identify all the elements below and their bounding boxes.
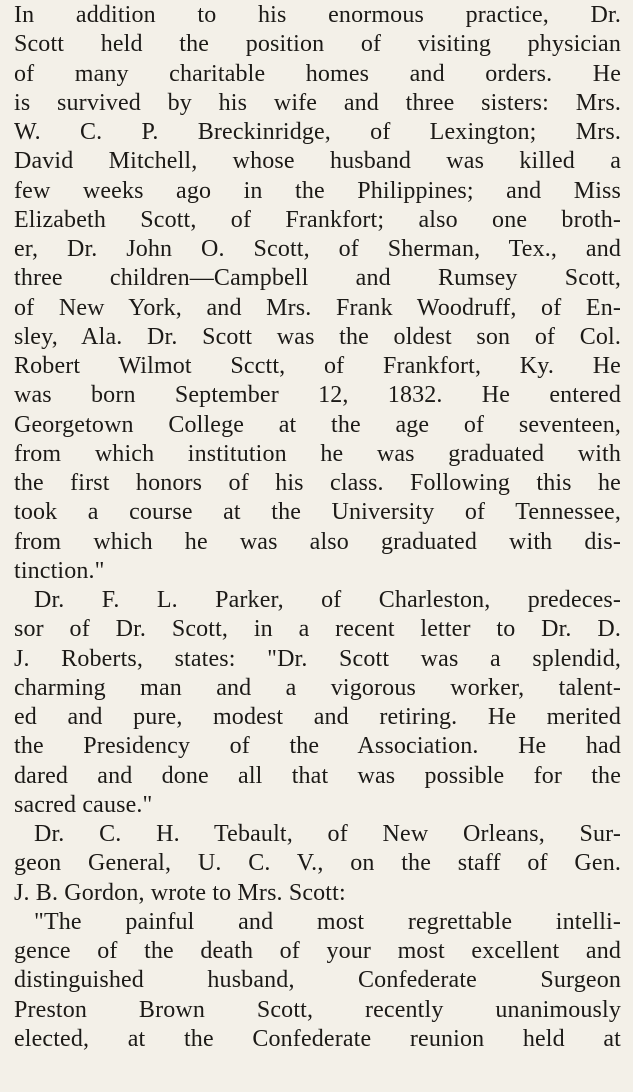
text-line: Preston Brown Scott, recently unanimously <box>14 996 621 1023</box>
text-line: Dr. F. L. Parker, of Charleston, predeces- <box>34 587 621 613</box>
article-body <box>14 1 621 1054</box>
text-line: from which institution he was graduated with <box>14 440 621 467</box>
text-line: "The painful and most regrettable intelli- <box>34 908 621 935</box>
text-line: few weeks ago in the Philippines; and Miss <box>14 177 621 204</box>
text-line: three children—Campbell and Rumsey Scott, <box>14 265 621 292</box>
text-line: of New York, and Mrs. Frank Woodruff, of En- <box>14 294 621 321</box>
text-line: the Presidency of the Association. He had <box>14 733 621 760</box>
text-line: In addition to his enormous practice, Dr. <box>14 2 621 28</box>
text-line: of many charitable homes and orders. He <box>14 60 621 87</box>
text-line: David Mitchell, whose husband was killed a <box>14 148 621 175</box>
text-line: Georgetown College at the age of seventeen, <box>14 411 621 438</box>
paragraph-tebault-intro <box>14 820 621 908</box>
text-line: is survived by his wife and three sisters: Mrs. <box>14 89 621 116</box>
text-line: W. C. P. Breckinridge, of Lexington; Mrs. <box>14 119 621 145</box>
text-line: sor of Dr. Scott, in a recent letter to Dr. D. <box>14 616 621 643</box>
text-line: was born September 12, 1832. He entered <box>14 382 621 409</box>
text-line: tinction." <box>14 557 105 584</box>
text-line: Robert Wilmot Scctt, of Frankfort, Ky. He <box>14 353 621 379</box>
text-line: from which he was also graduated with dis- <box>14 528 621 555</box>
text-line: the first honors of his class. Following this he <box>14 470 621 496</box>
text-line: Dr. C. H. Tebault, of New Orleans, Sur- <box>34 821 621 847</box>
paragraph-biography <box>14 1 621 586</box>
text-line: dared and done all that was possible for the <box>14 762 621 789</box>
text-line: gence of the death of your most excellent and <box>14 938 621 964</box>
paragraph-parker-letter <box>14 586 621 820</box>
text-line: ed and pure, modest and retiring. He merited <box>14 704 621 730</box>
text-line: Scott held the position of visiting physician <box>14 31 621 58</box>
text-line: geon General, U. C. V., on the staff of Gen. <box>14 850 621 877</box>
text-line: charming man and a vigorous worker, talent- <box>14 674 621 701</box>
text-line: Elizabeth Scott, of Frankfort; also one broth- <box>14 206 621 233</box>
document-page <box>0 1 633 1092</box>
text-line: sley, Ala. Dr. Scott was the oldest son of Col. <box>14 323 621 350</box>
text-line: took a course at the University of Tennessee, <box>14 499 621 526</box>
paragraph-tebault-letter <box>14 908 621 1054</box>
text-line: J. B. Gordon, wrote to Mrs. Scott: <box>14 879 346 906</box>
text-line: distinguished husband, Confederate Surgeon <box>14 967 621 994</box>
text-line: er, Dr. John O. Scott, of Sherman, Tex., and <box>14 236 621 262</box>
text-line: sacred cause." <box>14 791 153 818</box>
text-line: J. Roberts, states: "Dr. Scott was a splendid, <box>14 645 621 672</box>
text-line: elected, at the Confederate reunion held at <box>14 1025 621 1052</box>
